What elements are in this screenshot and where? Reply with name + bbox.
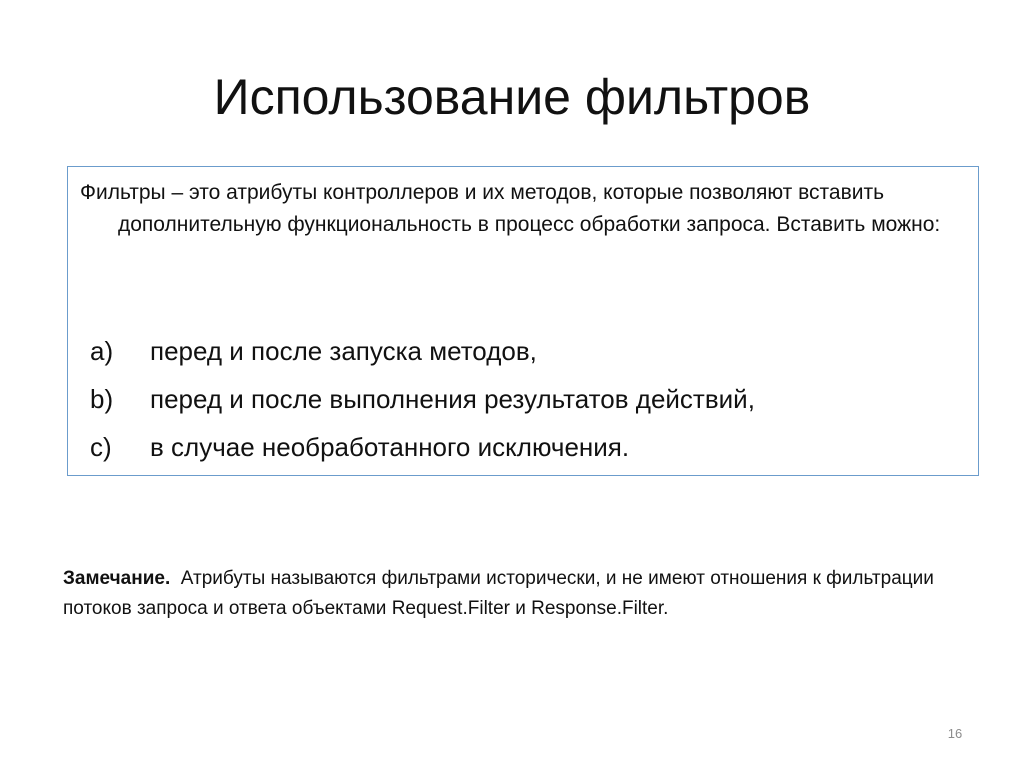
option-marker: b) [90,384,114,414]
definition-box [67,166,979,476]
slide-number: 16 [947,726,963,741]
option-item-b [90,375,970,423]
definition-text: Фильтры – это атрибуты контроллеров и их методов, которые позволяют вставить дополнительную функциональность в процесс обработки запроса. Вставить можно: [80,181,941,236]
slide-title: Использование фильтров [213,69,811,125]
option-text: перед и после запуска методов, [150,336,537,366]
option-item-a [90,327,970,375]
option-item-c [90,423,970,471]
note-label: Замечание. [63,568,171,589]
option-marker: c) [90,432,112,462]
note-paragraph [63,564,993,624]
note-text: Атрибуты называются фильтрами исторически, и не имеют отношения к фильтрации потоков запроса и ответа объектами Request.Filter и Response.Filter. [63,568,934,619]
option-text: перед и после выполнения результатов действий, [150,384,755,414]
options-list [90,327,970,471]
option-marker: a) [90,336,114,366]
option-text: в случае необработанного исключения. [150,432,630,462]
